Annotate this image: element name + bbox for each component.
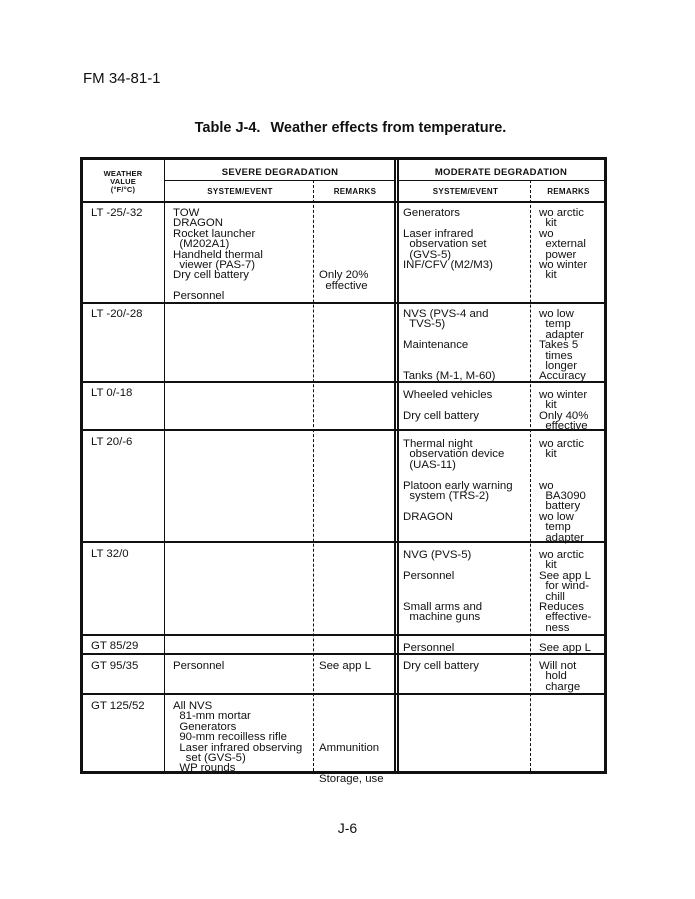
table-row-value: GT 95/35 xyxy=(91,660,139,672)
table-title xyxy=(0,120,695,136)
table-row-value: LT -20/-28 xyxy=(91,308,143,320)
weather-effects-table xyxy=(80,157,607,785)
table-row-moderate-system: Thermal night observation device (UAS-11) Platoon early warning system (TRS-2) DRAGON xyxy=(403,438,513,523)
row-divider xyxy=(83,429,604,431)
table-row-value: GT 85/29 xyxy=(91,640,139,652)
row-divider xyxy=(83,634,604,636)
group-column-rule xyxy=(394,160,396,771)
document-id: FM 34-81-1 xyxy=(83,70,161,87)
table-row-value: LT 32/0 xyxy=(91,548,129,560)
page-number: J-6 xyxy=(337,820,358,836)
table-row-value: LT 0/-18 xyxy=(91,387,133,399)
header-bottom-rule xyxy=(83,201,604,203)
table-row-severe-remarks: See app L xyxy=(319,660,371,672)
moderate-degradation-header: MODERATE DEGRADATION xyxy=(434,167,568,178)
table-number: Table J-4. xyxy=(194,120,261,136)
moderate-system-event-header: SYSTEM/EVENT xyxy=(432,187,499,196)
row-divider xyxy=(83,381,604,383)
table-row-value: GT 125/52 xyxy=(91,700,145,712)
severe-degradation-header: SEVERE DEGRADATION xyxy=(221,167,339,178)
table-row-moderate-system: Dry cell battery xyxy=(403,660,479,672)
weather-column-rule xyxy=(164,160,165,771)
severe-system-event-header: SYSTEM/EVENT xyxy=(207,187,273,196)
table-row-value: LT -25/-32 xyxy=(91,207,143,219)
table-row-moderate-remarks: See app L xyxy=(539,642,591,654)
table-row-moderate-remarks: wo arctic kit See app L for wind- chill Reduces effective- ness xyxy=(539,549,592,634)
table-row-severe-remarks: Only 20% effective xyxy=(319,269,369,292)
table-caption: Weather effects from temperature. xyxy=(270,120,507,136)
moderate-header-divider xyxy=(399,180,604,181)
group-column-rule-2 xyxy=(397,160,399,771)
severe-remarks-rule xyxy=(313,180,314,771)
table-row-moderate-system: Wheeled vehicles Dry cell battery xyxy=(403,389,493,422)
moderate-remarks-rule xyxy=(530,180,531,771)
row-divider xyxy=(83,302,604,304)
table-row-severe-remarks: Ammunition Storage, use xyxy=(319,741,384,785)
row-divider xyxy=(83,653,604,655)
table-row-moderate-remarks: wo winter kit Only 40% effective xyxy=(539,389,589,433)
table-row-severe-system: TOW DRAGON Rocket launcher (M202A1) Handheld thermal viewer (PAS-7) Dry cell battery Personnel xyxy=(173,207,263,303)
table-row-moderate-system: NVS (PVS-4 and TVS-5) Maintenance Tanks (M-1, M-60) xyxy=(403,308,496,383)
table-row-moderate-system: Generators Laser infrared observation set (GVS-5) INF/CFV (M2/M3) xyxy=(403,207,493,272)
table-row-moderate-remarks: wo arctic kit wo BA3090 battery wo low temp adapter xyxy=(539,438,586,544)
table-row-moderate-system: NVG (PVS-5) Personnel Small arms and machine guns xyxy=(403,549,483,624)
table-row-moderate-remarks: wo arctic kit wo external power wo winter kit xyxy=(539,207,588,282)
table-row-value: LT 20/-6 xyxy=(91,436,133,448)
moderate-remarks-header: REMARKS xyxy=(547,187,590,196)
weather-value-header: WEATHER VALUE (°F/°C) xyxy=(103,169,143,194)
row-divider xyxy=(83,541,604,543)
table-row-moderate-system: Personnel xyxy=(403,642,455,654)
table-row-moderate-remarks: wo low temp adapter Takes 5 times longer Accuracy xyxy=(539,308,586,383)
table-row-moderate-remarks: Will not hold charge xyxy=(539,660,581,693)
table-row-severe-system: All NVS 81-mm mortar Generators 90-mm recoilless rifle Laser infrared observing set (GVS-5) WP rounds xyxy=(173,700,303,775)
row-divider xyxy=(83,693,604,695)
severe-remarks-header: REMARKS xyxy=(333,187,377,196)
table-row-severe-system: Personnel xyxy=(173,660,225,672)
severe-header-divider xyxy=(165,180,394,181)
